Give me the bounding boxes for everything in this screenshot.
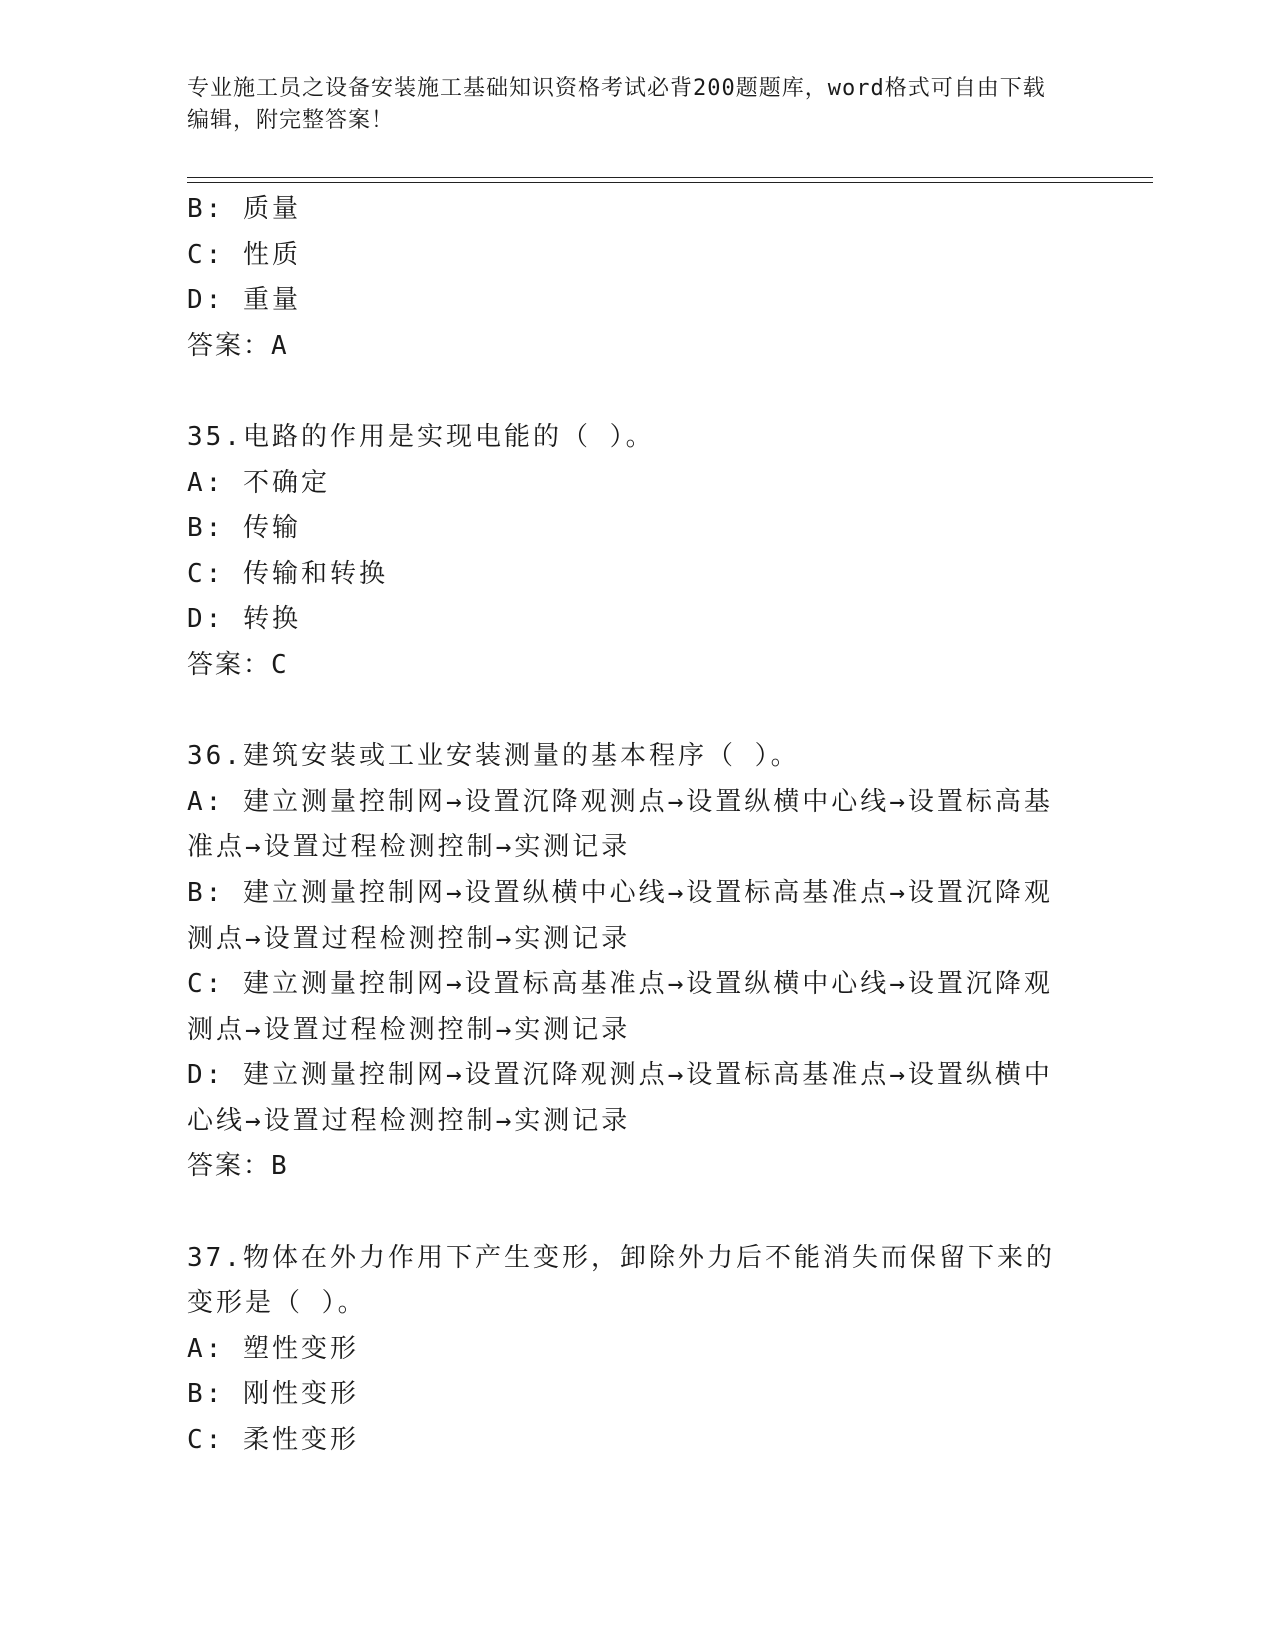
question-stem: 37.物体在外力作用下产生变形，卸除外力后不能消失而保留下来的变形是（ ）。	[187, 1242, 1055, 1319]
question-37	[187, 1236, 1067, 1464]
option-d: D: 转换	[187, 604, 301, 635]
question-stem: 35.电路的作用是实现电能的（ ）。	[187, 421, 655, 452]
question-35	[187, 415, 1067, 689]
question-stem: 36.建筑安装或工业安装测量的基本程序（ ）。	[187, 741, 800, 772]
option-d: D: 建立测量控制网→设置沉降观测点→设置标高基准点→设置纵横中心线→设置过程检测控制→实测记录	[187, 1060, 1053, 1136]
header-divider-bottom	[187, 182, 1153, 183]
header-title: 专业施工员之设备安装施工基础知识资格考试必背200题题库，word格式可自由下载编辑，附完整答案！	[187, 76, 1046, 133]
answer: 答案：A	[187, 330, 289, 361]
option-c: C: 柔性变形	[187, 1425, 359, 1456]
answer: 答案：C	[187, 649, 289, 680]
option-c: C: 传输和转换	[187, 558, 388, 589]
option-a: A: 塑性变形	[187, 1333, 359, 1364]
question-34	[187, 187, 1067, 369]
answer: 答案：B	[187, 1151, 289, 1182]
question-list	[187, 187, 1067, 1464]
page-header	[187, 73, 1067, 137]
option-c: C: 性质	[187, 239, 301, 270]
option-b: B: 传输	[187, 513, 301, 544]
option-b: B: 质量	[187, 194, 301, 224]
option-b: B: 建立测量控制网→设置纵横中心线→设置标高基准点→设置沉降观测点→设置过程检测控制→实测记录	[187, 877, 1053, 954]
option-a: A: 建立测量控制网→设置沉降观测点→设置纵横中心线→设置标高基准点→设置过程检测控制→实测记录	[187, 786, 1053, 863]
option-b: B: 刚性变形	[187, 1379, 359, 1410]
spacer	[187, 1190, 1067, 1236]
spacer	[187, 689, 1067, 735]
option-d: D: 重量	[187, 285, 301, 316]
spacer	[187, 369, 1067, 415]
option-c: C: 建立测量控制网→设置标高基准点→设置纵横中心线→设置沉降观测点→设置过程检测控制→实测记录	[187, 969, 1053, 1045]
option-a: A: 不确定	[187, 467, 330, 498]
header-divider-top	[187, 177, 1153, 178]
question-36	[187, 734, 1067, 1190]
